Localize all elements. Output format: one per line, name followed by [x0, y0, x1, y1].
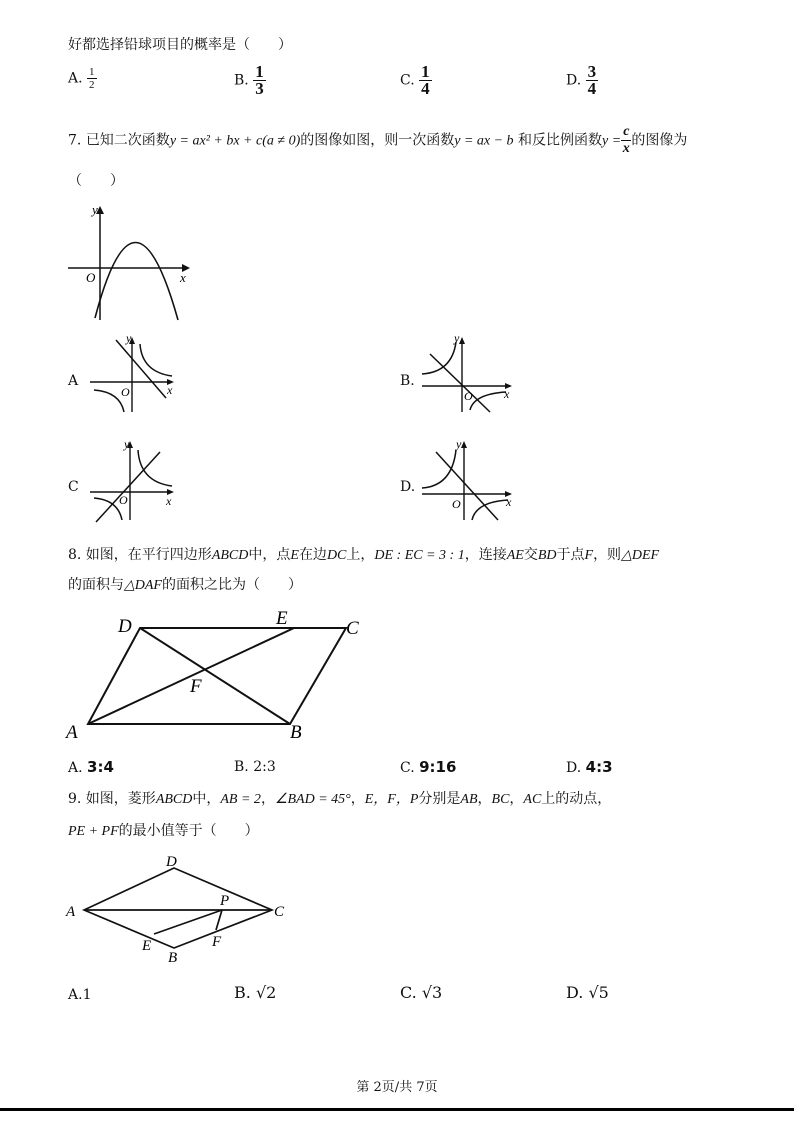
- vertex-label-a: A: [66, 904, 76, 920]
- quadratic-expr: y = ax² + bx + c: [169, 133, 263, 149]
- parabola-graph: [60, 200, 200, 325]
- q7-option-a-letter: A: [68, 373, 79, 389]
- q8-option-a: A. 3:4: [68, 758, 114, 776]
- line-graph: [436, 452, 498, 520]
- q6-option-c: [400, 64, 432, 97]
- parabola-curve: [95, 242, 178, 320]
- q7-option-c-graph: [86, 438, 181, 523]
- q7-option-b-graph: [418, 331, 518, 414]
- segment-pe: [154, 910, 222, 934]
- bottom-rule: [0, 1108, 794, 1111]
- q7-option-b-letter: B.: [400, 373, 415, 389]
- x-axis-label: x: [180, 270, 186, 285]
- point-label-e: E: [276, 608, 288, 629]
- q9-option-d: D. √5: [566, 983, 609, 1002]
- origin-label: O: [86, 270, 96, 285]
- option-letter: C.: [400, 72, 415, 89]
- q8-stem-line2: 的面积与△DAF的面积之比为（ ）: [68, 577, 302, 593]
- q9-option-a: A.1: [68, 987, 92, 1003]
- svg-text:y: y: [456, 437, 462, 451]
- q7-option-a-graph: [86, 331, 181, 414]
- q8-stem-line1: 8. 如图，在平行四边形ABCD中，点E在边DC上，DE : EC = 3 : 1，连接AE交BD于点F，则△DEF: [68, 547, 660, 563]
- parallelogram-abcd: [88, 628, 346, 724]
- point-label-p: P: [220, 893, 230, 909]
- point-label-e: E: [142, 938, 152, 954]
- q6-stem: 好都选择铅球项目的概率是（ ）: [68, 37, 292, 53]
- svg-text:y: y: [124, 437, 130, 451]
- fraction: $\frac{1}{3}$: [255, 62, 264, 98]
- rhombus-abcd: [84, 868, 272, 948]
- vertex-label-c: C: [346, 618, 359, 639]
- svg-text:x: x: [504, 387, 510, 401]
- rhombus-figure: [62, 850, 302, 965]
- q9-stem-line1: 9. 如图，菱形ABCD中，AB = 2，∠BAD = 45°，E，F，P分别是AB，BC，AC上的动点，: [68, 791, 612, 807]
- hyperbola-branch: [94, 390, 124, 412]
- parallelogram-figure: [62, 606, 372, 746]
- hyperbola-branch: [140, 344, 172, 376]
- q7-option-d-letter: D.: [400, 479, 416, 495]
- vertex-label-b: B: [168, 950, 178, 966]
- fraction: $\frac{1}{4}$: [421, 62, 430, 98]
- line-graph: [96, 452, 160, 522]
- segment-pf: [216, 910, 222, 930]
- svg-text:x: x: [166, 494, 172, 508]
- hyperbola-branch: [470, 392, 506, 410]
- q9-option-b: B. √2: [234, 983, 277, 1002]
- svg-text:x: x: [167, 383, 173, 397]
- q6-option-b: [234, 64, 266, 97]
- point-label-f: F: [190, 676, 202, 697]
- svg-text:O: O: [119, 493, 128, 507]
- vertex-label-b: B: [290, 722, 302, 743]
- q7-option-d-graph: [418, 438, 518, 523]
- q8-option-d: D. 4:3: [566, 758, 613, 776]
- option-letter: B.: [234, 72, 249, 89]
- point-label-f: F: [212, 934, 222, 950]
- q6-option-d: [566, 64, 598, 97]
- q8-option-c: C. 9:16: [400, 758, 457, 776]
- fraction: $\frac{3}{4}$: [587, 62, 597, 98]
- vertex-label-c: C: [274, 904, 285, 920]
- hyperbola-branch: [422, 342, 456, 374]
- q7-option-c-letter: C: [68, 479, 79, 495]
- svg-text:y: y: [126, 331, 132, 345]
- q7-paren: （ ）: [68, 173, 124, 189]
- q6-option-a: [68, 66, 97, 91]
- svg-text:O: O: [452, 497, 461, 511]
- q9-stem-line2: PE + PF的最小值等于（ ）: [68, 823, 259, 839]
- svg-text:O: O: [464, 389, 473, 403]
- segment-bd: [140, 628, 290, 724]
- svg-text:O: O: [121, 385, 130, 399]
- fraction: $\frac{c}{x}$: [622, 124, 630, 156]
- option-letter: A.: [68, 70, 83, 87]
- svg-text:x: x: [506, 495, 512, 509]
- line-graph: [430, 354, 490, 412]
- q9-option-c: C. √3: [400, 983, 443, 1002]
- linear-expr: y = ax − b: [454, 133, 514, 149]
- vertex-label-d: D: [166, 854, 177, 870]
- fraction: $\frac{1}{2}$: [89, 66, 95, 91]
- hyperbola-branch: [472, 500, 508, 520]
- page-footer: 第 2页/共 7页: [356, 1080, 438, 1095]
- vertex-label-a: A: [66, 722, 78, 743]
- hyperbola-branch: [138, 450, 172, 486]
- vertex-label-d: D: [118, 616, 132, 637]
- y-axis-label: y: [92, 202, 98, 217]
- q7-stem: 7. 已知二次函数y = ax² + bx + c(a ≠ 0)的图像如图，则一次函数y = ax − b 和反比例函数y = $\frac{c}{x}$ 的图像为: [68, 124, 688, 156]
- q8-option-b: B. 2:3: [234, 759, 276, 775]
- option-letter: D.: [566, 72, 582, 89]
- svg-text:y: y: [454, 331, 460, 345]
